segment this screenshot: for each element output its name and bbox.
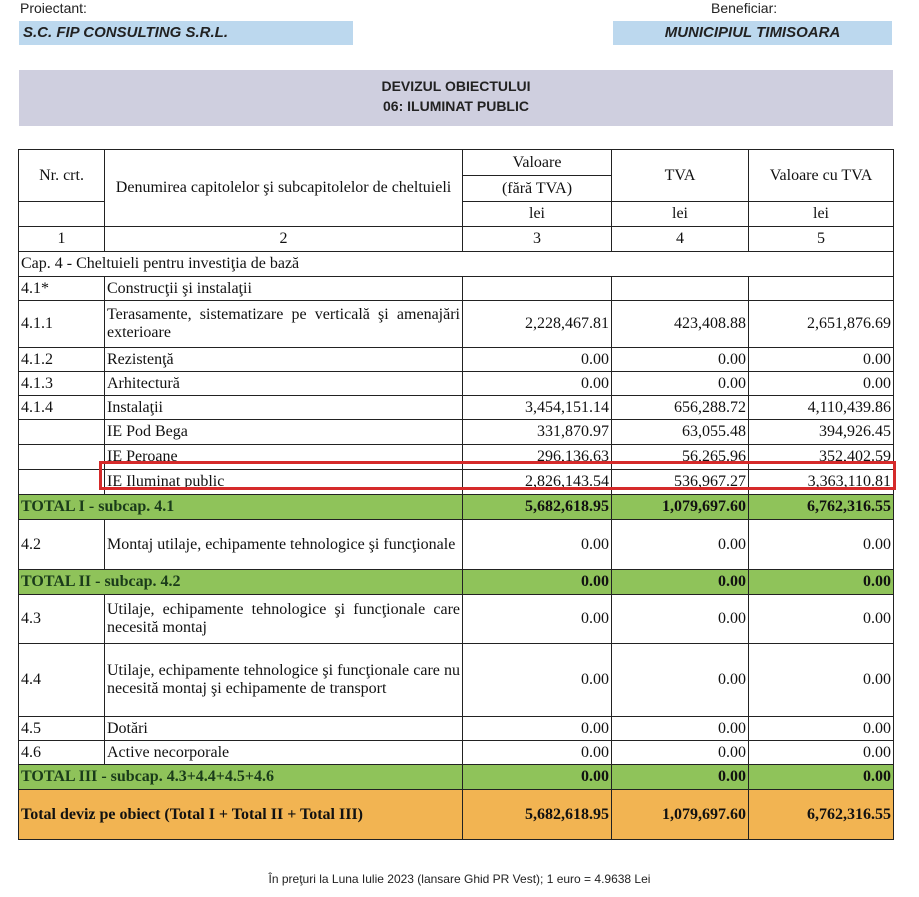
row-tva: 536,967.27 — [612, 470, 749, 495]
row-val: 0.00 — [463, 644, 612, 717]
row-name: Construcţii şi instalaţii — [105, 277, 463, 301]
row-nr: 4.5 — [19, 717, 105, 741]
table-row — [19, 741, 894, 765]
total-2-label: TOTAL II - subcap. 4.2 — [19, 570, 463, 595]
total-2-tva: 0.00 — [612, 570, 749, 595]
row-total: 352,402.59 — [749, 445, 894, 470]
row-val: 0.00 — [463, 520, 612, 570]
total-2-total: 0.00 — [749, 570, 894, 595]
index-3: 3 — [463, 227, 612, 252]
row-total: 0.00 — [749, 644, 894, 717]
row-nr — [19, 470, 105, 495]
row-tva — [612, 277, 749, 301]
col-tva-header: TVA — [612, 150, 749, 202]
row-name: Instalaţii — [105, 396, 463, 420]
row-nr: 4.1.1 — [19, 301, 105, 348]
document-title — [19, 70, 893, 126]
row-val: 296,136.63 — [463, 445, 612, 470]
row-name: Arhitectură — [105, 372, 463, 396]
row-nr — [19, 445, 105, 470]
table-row — [19, 520, 894, 570]
row-total: 4,110,439.86 — [749, 396, 894, 420]
table-row — [19, 372, 894, 396]
row-val: 0.00 — [463, 372, 612, 396]
row-nr: 4.1.2 — [19, 348, 105, 372]
row-val: 0.00 — [463, 595, 612, 644]
grand-total-label: Total deviz pe obiect (Total I + Total II + Total III) — [19, 790, 463, 840]
row-tva: 0.00 — [612, 348, 749, 372]
col-val-header-1: Valoare — [463, 150, 612, 176]
row-name: Utilaje, echipamente tehnologice şi funcţionale care nu necesită montaj şi echipamente de transport — [105, 644, 463, 717]
row-total: 0.00 — [749, 372, 894, 396]
row-total: 0.00 — [749, 520, 894, 570]
table-row — [19, 301, 894, 348]
row-name: Utilaje, echipamente tehnologice şi funcţionale care necesită montaj — [105, 595, 463, 644]
row-nr: 4.1* — [19, 277, 105, 301]
row-val — [463, 277, 612, 301]
row-name: Active necorporale — [105, 741, 463, 765]
total-1-row — [19, 495, 894, 520]
price-note: În preţuri la Luna Iulie 2023 (lansare Ghid PR Vest); 1 euro = 4.9638 Lei — [268, 872, 651, 886]
row-total: 0.00 — [749, 348, 894, 372]
total-2-val: 0.00 — [463, 570, 612, 595]
row-tva: 0.00 — [612, 372, 749, 396]
row-nr: 4.1.3 — [19, 372, 105, 396]
index-1: 1 — [19, 227, 105, 252]
row-total: 0.00 — [749, 717, 894, 741]
row-tva: 656,288.72 — [612, 396, 749, 420]
row-val: 0.00 — [463, 741, 612, 765]
total-1-total: 6,762,316.55 — [749, 495, 894, 520]
row-tva: 423,408.88 — [612, 301, 749, 348]
row-name: Montaj utilaje, echipamente tehnologice şi funcţionale — [105, 520, 463, 570]
row-val: 0.00 — [463, 717, 612, 741]
col-total-header: Valoare cu TVA — [749, 150, 894, 202]
row-nr: 4.6 — [19, 741, 105, 765]
row-name: Terasamente, sistematizare pe verticală şi amenajări exterioare — [105, 301, 463, 348]
beneficiary-label: Beneficiar: — [711, 0, 778, 16]
row-nr: 4.2 — [19, 520, 105, 570]
grand-total-val: 5,682,618.95 — [463, 790, 612, 840]
row-name: IE Iluminat public — [105, 470, 463, 495]
row-tva: 0.00 — [612, 741, 749, 765]
index-5: 5 — [749, 227, 894, 252]
row-tva: 63,055.48 — [612, 420, 749, 445]
designer-label: Proiectant: — [20, 0, 87, 16]
table-row — [19, 717, 894, 741]
grand-total-row — [19, 790, 894, 840]
row-name: IE Pod Bega — [105, 420, 463, 445]
row-tva: 0.00 — [612, 520, 749, 570]
col-name-header: Denumirea capitolelor şi subcapitolelor de cheltuieli — [105, 150, 463, 227]
beneficiary-name: MUNICIPIUL TIMISOARA — [613, 21, 892, 45]
chapter-row: Cap. 4 - Cheltuieli pentru investiţia de bază — [19, 252, 894, 277]
total-3-tva: 0.00 — [612, 765, 749, 790]
row-total: 3,363,110.81 — [749, 470, 894, 495]
title-line-1: DEVIZUL OBIECTULUI — [381, 78, 531, 94]
row-nr: 4.1.4 — [19, 396, 105, 420]
row-name: Rezistenţă — [105, 348, 463, 372]
col-nr-header: Nr. crt. — [19, 150, 105, 202]
row-tva: 56,265.96 — [612, 445, 749, 470]
unit-col3: lei — [463, 202, 612, 227]
index-4: 4 — [612, 227, 749, 252]
index-2: 2 — [105, 227, 463, 252]
table-row — [19, 396, 894, 420]
row-tva: 0.00 — [612, 717, 749, 741]
unit-empty — [19, 202, 105, 227]
row-name: IE Peroane — [105, 445, 463, 470]
row-total: 2,651,876.69 — [749, 301, 894, 348]
table-row — [19, 644, 894, 717]
table-row-highlighted — [19, 445, 894, 470]
designer-name: S.C. FIP CONSULTING S.R.L. — [19, 21, 353, 45]
row-val: 2,228,467.81 — [463, 301, 612, 348]
row-total — [749, 277, 894, 301]
row-val: 3,454,151.14 — [463, 396, 612, 420]
row-name: Dotări — [105, 717, 463, 741]
total-1-tva: 1,079,697.60 — [612, 495, 749, 520]
grand-total-tva: 1,079,697.60 — [612, 790, 749, 840]
row-tva: 0.00 — [612, 644, 749, 717]
unit-col4: lei — [612, 202, 749, 227]
row-nr: 4.4 — [19, 644, 105, 717]
table-row — [19, 595, 894, 644]
total-3-label: TOTAL III - subcap. 4.3+4.4+4.5+4.6 — [19, 765, 463, 790]
row-total: 0.00 — [749, 741, 894, 765]
cost-table — [18, 149, 894, 840]
total-1-label: TOTAL I - subcap. 4.1 — [19, 495, 463, 520]
table-row — [19, 348, 894, 372]
unit-col5: lei — [749, 202, 894, 227]
total-2-row — [19, 570, 894, 595]
grand-total-total: 6,762,316.55 — [749, 790, 894, 840]
row-nr — [19, 420, 105, 445]
table-row — [19, 277, 894, 301]
table-row — [19, 470, 894, 495]
total-3-total: 0.00 — [749, 765, 894, 790]
table-row — [19, 420, 894, 445]
total-3-val: 0.00 — [463, 765, 612, 790]
col-val-header-2: (fără TVA) — [463, 176, 612, 202]
row-total: 394,926.45 — [749, 420, 894, 445]
total-1-val: 5,682,618.95 — [463, 495, 612, 520]
total-3-row — [19, 765, 894, 790]
row-tva: 0.00 — [612, 595, 749, 644]
row-val: 2,826,143.54 — [463, 470, 612, 495]
row-total: 0.00 — [749, 595, 894, 644]
row-nr: 4.3 — [19, 595, 105, 644]
title-line-2: 06: ILUMINAT PUBLIC — [383, 98, 529, 114]
row-val: 0.00 — [463, 348, 612, 372]
row-val: 331,870.97 — [463, 420, 612, 445]
